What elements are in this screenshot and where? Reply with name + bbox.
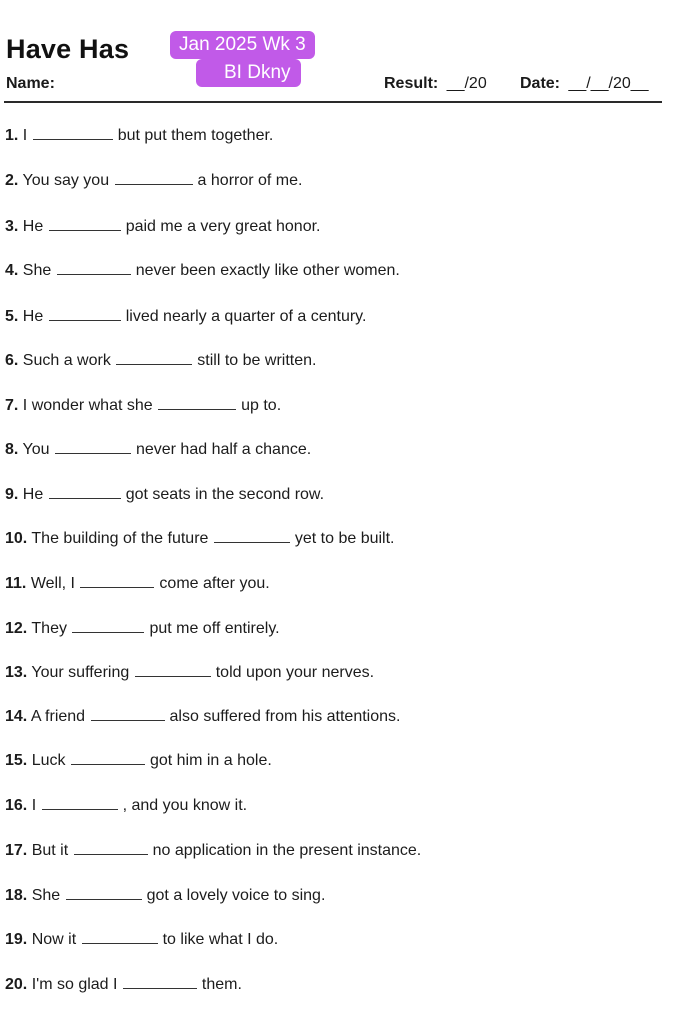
question-number: 4.	[5, 262, 19, 279]
question-number: 18.	[5, 887, 28, 904]
question-number: 7.	[5, 397, 19, 414]
question-item	[5, 127, 273, 145]
question-number: 13.	[5, 664, 28, 681]
question-text-before: I'm so glad I	[31, 976, 118, 993]
question-text-before: Well, I	[30, 575, 75, 592]
question-item	[5, 887, 325, 905]
answer-blank[interactable]	[80, 575, 154, 588]
answer-blank[interactable]	[72, 620, 144, 633]
question-text-before: Luck	[31, 752, 66, 769]
question-text-after: never been exactly like other women.	[135, 262, 400, 279]
question-number: 8.	[5, 441, 19, 458]
question-number: 12.	[5, 620, 28, 637]
answer-blank[interactable]	[71, 752, 145, 765]
question-text-after: also suffered from his attentions.	[169, 708, 401, 725]
question-text-before: He	[22, 486, 44, 503]
question-text-after: got him in a hole.	[149, 752, 272, 769]
question-text-after: them.	[201, 976, 242, 993]
question-number: 1.	[5, 127, 19, 144]
question-number: 2.	[5, 172, 19, 189]
result-field	[384, 75, 487, 93]
question-number: 5.	[5, 308, 19, 325]
question-item	[5, 530, 395, 548]
question-text-after: , and you know it.	[122, 797, 248, 814]
question-item	[5, 708, 400, 726]
question-item	[5, 262, 400, 280]
date-label: Date:	[520, 75, 561, 92]
question-item	[5, 752, 272, 770]
result-value: __/20	[446, 75, 487, 92]
answer-blank[interactable]	[66, 887, 142, 900]
question-number: 20.	[5, 976, 28, 993]
question-text-before: You	[22, 441, 50, 458]
question-text-after: paid me a very great honor.	[125, 218, 321, 235]
answer-blank[interactable]	[116, 352, 192, 365]
answer-blank[interactable]	[49, 486, 121, 499]
question-text-before: Your suffering	[31, 664, 130, 681]
question-text-after: told upon your nerves.	[215, 664, 375, 681]
question-number: 14.	[5, 708, 28, 725]
question-number: 3.	[5, 218, 19, 235]
answer-blank[interactable]	[214, 530, 290, 543]
question-text-before: She	[31, 887, 61, 904]
question-text-after: up to.	[241, 397, 282, 414]
question-number: 17.	[5, 842, 28, 859]
question-number: 9.	[5, 486, 19, 503]
question-number: 11.	[5, 575, 27, 592]
question-number: 6.	[5, 352, 19, 369]
date-value: __/__/20__	[568, 75, 649, 92]
question-item	[5, 664, 374, 682]
answer-blank[interactable]	[135, 664, 211, 677]
question-item	[5, 931, 278, 949]
question-text-after: but put them together.	[117, 127, 274, 144]
question-item	[5, 797, 247, 815]
header-divider	[4, 101, 662, 103]
question-item	[5, 486, 324, 504]
answer-blank[interactable]	[158, 397, 236, 410]
answer-blank[interactable]	[49, 308, 121, 321]
answer-blank[interactable]	[49, 218, 121, 231]
question-text-after: got a lovely voice to sing.	[146, 887, 326, 904]
question-text-after: a horror of me.	[197, 172, 303, 189]
question-text-before: They	[31, 620, 67, 637]
question-text-before: She	[22, 262, 52, 279]
answer-blank[interactable]	[55, 441, 131, 454]
question-text-before: A friend	[30, 708, 86, 725]
answer-blank[interactable]	[42, 797, 118, 810]
question-item	[5, 976, 242, 994]
question-item	[5, 620, 280, 638]
question-text-before: He	[22, 308, 44, 325]
question-item	[5, 172, 302, 190]
worksheet-title: Have Has	[6, 34, 130, 64]
question-text-before: I	[22, 127, 28, 144]
question-text-after: got seats in the second row.	[125, 486, 325, 503]
question-text-after: to like what I do.	[162, 931, 279, 948]
question-number: 16.	[5, 797, 28, 814]
question-text-before: But it	[31, 842, 69, 859]
question-item	[5, 842, 421, 860]
author-tag: BI Dkny	[196, 59, 301, 87]
question-number: 19.	[5, 931, 28, 948]
date-week-tag: Jan 2025 Wk 3	[170, 31, 315, 59]
answer-blank[interactable]	[57, 262, 131, 275]
question-text-before: I	[31, 797, 37, 814]
question-text-after: never had half a chance.	[135, 441, 312, 458]
question-text-after: no application in the present instance.	[152, 842, 422, 859]
question-item	[5, 397, 281, 415]
question-item	[5, 575, 270, 593]
name-label: Name:	[6, 75, 55, 92]
question-item	[5, 308, 366, 326]
answer-blank[interactable]	[82, 931, 158, 944]
question-text-after: lived nearly a quarter of a century.	[125, 308, 367, 325]
question-text-after: yet to be built.	[294, 530, 395, 547]
question-text-after: come after you.	[159, 575, 270, 592]
question-text-after: still to be written.	[197, 352, 317, 369]
answer-blank[interactable]	[123, 976, 197, 989]
question-item	[5, 218, 320, 236]
question-text-before: The building of the future	[31, 530, 209, 547]
question-text-after: put me off entirely.	[149, 620, 280, 637]
question-number: 10.	[5, 530, 28, 547]
answer-blank[interactable]	[91, 708, 165, 721]
answer-blank[interactable]	[33, 127, 113, 140]
question-number: 15.	[5, 752, 28, 769]
question-text-before: Now it	[31, 931, 77, 948]
question-text-before: I wonder what she	[22, 397, 153, 414]
question-text-before: He	[22, 218, 44, 235]
date-field	[520, 75, 649, 93]
answer-blank[interactable]	[74, 842, 148, 855]
question-text-before: You say you	[22, 172, 110, 189]
question-item	[5, 352, 316, 370]
question-text-before: Such a work	[22, 352, 111, 369]
result-label: Result:	[384, 75, 439, 92]
question-item	[5, 441, 311, 459]
answer-blank[interactable]	[115, 172, 193, 185]
